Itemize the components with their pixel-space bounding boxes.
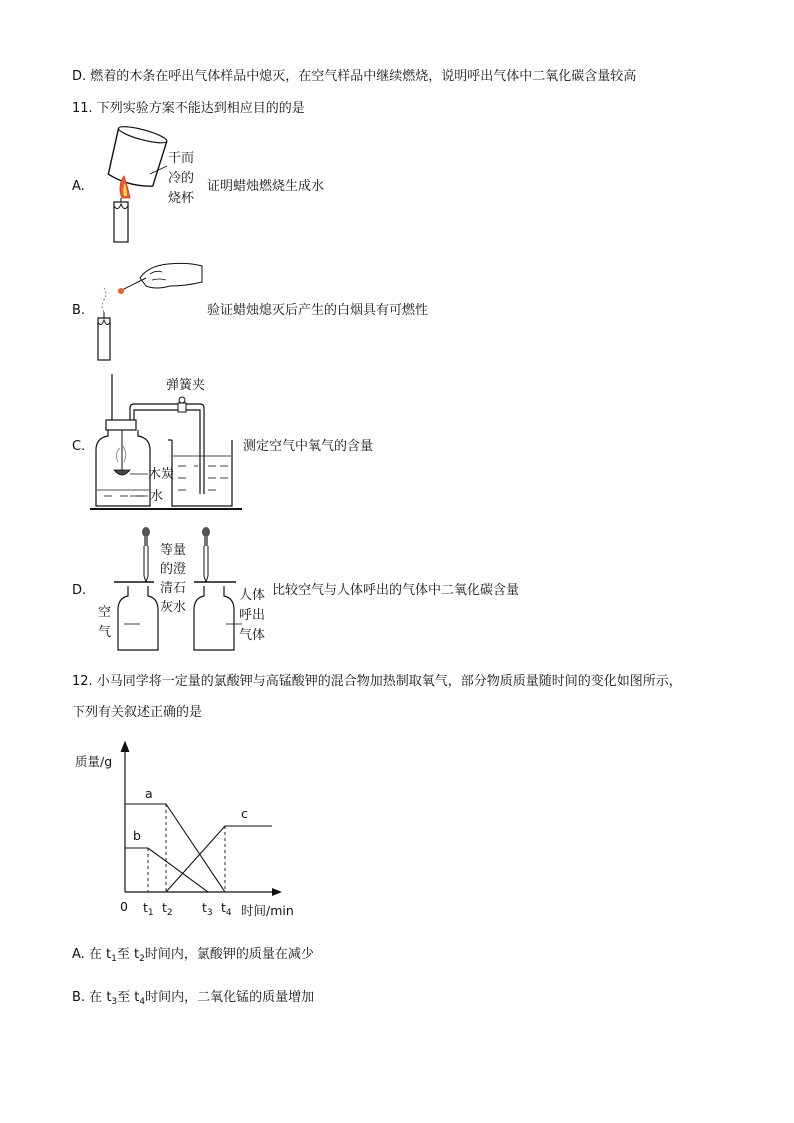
mass-time-chart [100,740,360,910]
series-b-line [125,848,208,892]
water-label: 水 [150,489,164,504]
tick-t3: $t_3$ [202,900,213,918]
chart-xlabel: 时间/min [241,903,294,918]
series-c-label: c [241,806,248,821]
q11-c-text: 测定空气中氧气的含量 [243,439,374,454]
q11-d-text: 比较空气与人体呼出的气体中二氧化碳含量 [272,583,520,598]
chart-origin-label: 0 [120,899,128,914]
limewater-label-1: 等量 [160,543,187,558]
exhaled-label-2: 呼出 [239,608,266,623]
q12-stem-line2: 下列有关叙述正确的是 [72,705,203,720]
q12-stem-line1: 12. 小马同学将一定量的氯酸钾与高锰酸钾的混合物加热制取氧气，部分物质质量随时间的变化如图所示， [72,674,682,689]
q11-b-letter: B. [72,303,86,318]
q11-stem: 11. 下列实验方案不能达到相应目的的是 [72,101,305,116]
clamp-label: 弹簧夹 [166,378,206,393]
q11-d-letter: D. [72,583,87,598]
air-label-2: 气 [98,625,112,640]
q12-option-b: B. 在 $t_3$至 $t_4$时间内，二氧化锰的质量增加 [72,990,315,1007]
q11-a-letter: A. [72,179,85,194]
q10-option-d: D. 燃着的木条在呼出气体样品中熄灭，在空气样品中继续燃烧，说明呼出气体中二氧化碳含量较高 [72,69,637,84]
limewater-label-3: 清石 [160,581,187,596]
limewater-label-4: 灰水 [160,600,187,615]
y-axis-arrow [121,742,129,752]
series-a-label: a [145,786,153,801]
match-and-candle-figure [90,256,210,366]
chart-ylabel: 质量/g [75,754,113,769]
exhaled-label-1: 人体 [239,588,266,603]
x-axis-arrow [272,888,282,896]
tick-t4: $t_4$ [221,900,232,918]
q11-a-text: 证明蜡烛燃烧生成水 [207,179,325,194]
exhaled-label-3: 气体 [239,628,266,643]
oxygen-measurement-apparatus [90,374,250,514]
q11-b-text: 验证蜡烛熄灭后产生的白烟具有可燃性 [207,303,429,318]
limewater-label-2: 的澄 [160,562,187,577]
beaker-label-1: 干而 [168,151,195,166]
q11-c-letter: C. [72,439,86,454]
beaker-label-3: 烧杯 [168,191,195,206]
q12-option-a: A. 在 $t_1$至 $t_2$时间内，氯酸钾的质量在减少 [72,947,314,964]
tick-t1: $t_1$ [143,900,154,918]
air-label-1: 空 [98,605,112,620]
series-b-label: b [133,828,141,843]
tick-t2: $t_2$ [162,900,173,918]
beaker-label-2: 冷的 [168,171,195,186]
charcoal-label: 木炭 [148,467,175,482]
